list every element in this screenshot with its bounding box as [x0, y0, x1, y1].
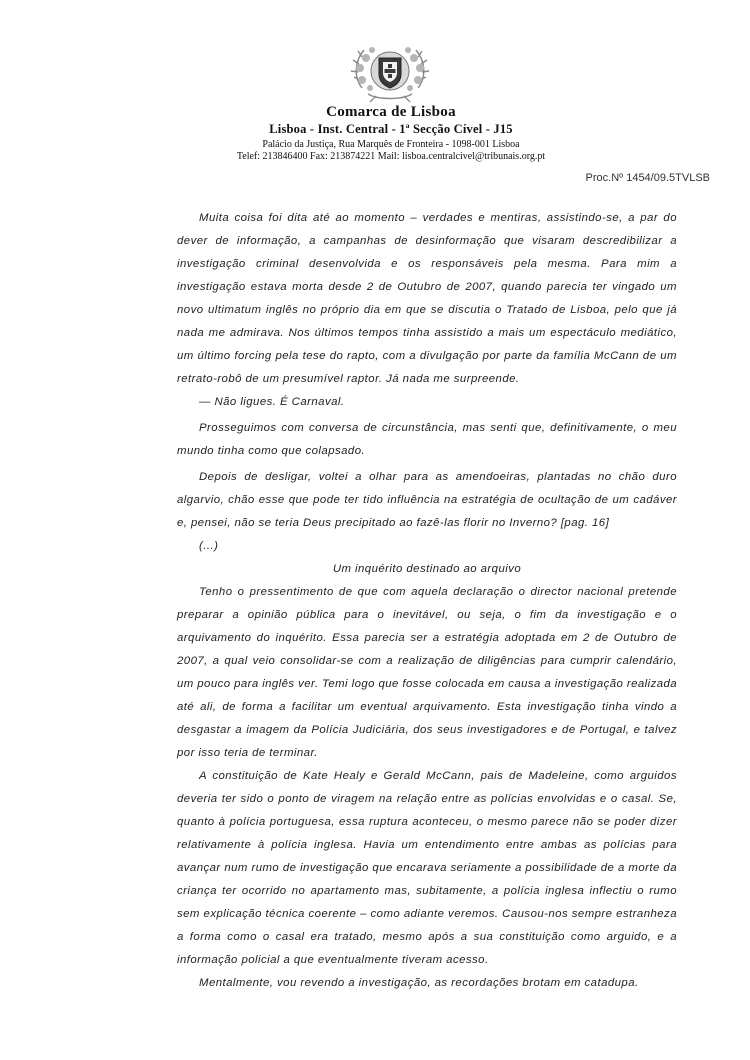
text-line: quanto à polícia portuguesa, essa ruptura aconteceu, o mesmo parece não se poder dizer [177, 816, 677, 828]
text-line: deveria ter sido o ponto de viragem na relação entre as polícias envolvidas e o casal. Se, [177, 793, 677, 805]
text-line: desgastar a imagem da Polícia Judiciária, dos seus investigadores e de Portugal, e talvez [177, 724, 677, 736]
coat-of-arms-emblem [348, 38, 432, 104]
text-line: Depois de desligar, voltei a olhar para as amendoeiras, plantadas no chão duro [199, 471, 677, 483]
paragraph [177, 972, 677, 995]
text-line: Prosseguimos com conversa de circunstância, mas senti que, definitivamente, o meu [199, 422, 677, 434]
paragraph [177, 207, 677, 391]
text-line: Muita coisa foi dita até ao momento – verdades e mentiras, assistindo-se, a par do [199, 212, 677, 224]
court-address: Palácio da Justiça, Rua Marquês de Fronteira - 1098-001 Lisboa [262, 139, 520, 150]
paragraph [177, 535, 677, 558]
paragraph [177, 765, 677, 972]
paragraph [177, 581, 677, 765]
paragraph [177, 417, 677, 463]
paragraph [177, 391, 677, 414]
text-line: retrato-robô de um presumível raptor. Já nada me surpreende. [177, 373, 520, 385]
text-line: 2007, a qual veio consolidar-se com a realização de diligências para cumprir calendário, [177, 655, 677, 667]
court-section: Lisboa - Inst. Central - 1ª Secção Cível - J15 [269, 122, 513, 136]
text-line: Mentalmente, vou revendo a investigação, as recordações brotam em catadupa. [199, 977, 639, 989]
court-name: Comarca de Lisboa [326, 104, 456, 120]
text-line: por isso teria de terminar. [177, 747, 318, 759]
text-line: novo ultimatum inglês no próprio dia em que se discutia o Tratado de Lisboa, pelo que já [177, 304, 677, 316]
section-heading: Um inquérito destinado ao arquivo [332, 563, 522, 575]
ellipsis-line: (...) [199, 540, 219, 552]
text-line: Tenho o pressentimento de que com aquela declaração o director nacional pretende [199, 586, 677, 598]
text-line: mundo tinha como que colapsado. [177, 445, 366, 457]
text-line: criança ter ocorrido no apartamento mas, subitamente, a polícia inglesa inflectiu o rumo [177, 885, 677, 897]
text-line: dever de informação, a campanhas de desinformação que visaram descredibilizar a [177, 235, 677, 247]
text-line: A constituição de Kate Healy e Gerald McCann, pais de Madeleine, como arguidos [199, 770, 677, 782]
text-line: e, pensei, não se teria Deus precipitado ao fazê-las florir no Inverno? [pag. 16] [177, 517, 610, 529]
dialogue-line: — Não ligues. É Carnaval. [199, 396, 345, 408]
document-body [177, 207, 677, 995]
text-line: arquivamento do inquérito. Essa parecia ser a estratégia adoptada em 2 de Outubro de [177, 632, 677, 644]
text-line: preparar a opinião pública para o inevitável, ou seja, o fim da investigação e o [177, 609, 677, 621]
text-line: um pouco para inglês ver. Temi logo que fosse colocada em causa a investigação realizada [177, 678, 677, 690]
paragraph [177, 466, 677, 535]
text-line: avançar num rumo de investigação que encarava seriamente a possibilidade de a morte da [177, 862, 677, 874]
text-line: nada me admirava. Nos últimos tempos tinha assistido a mais um espectáculo mediático, [177, 327, 677, 339]
text-line: investigação criminal desenvolvida e os responsáveis pela mesma. Para mim a [177, 258, 677, 270]
text-line: sem explicação técnica coerente – como adiante veremos. Causou-nos sempre estranheza [177, 908, 677, 920]
text-line: a forma como o casal era tratado, mesmo após a sua constituição como arguido, e a [177, 931, 677, 943]
court-contact: Telef: 213846400 Fax: 213874221 Mail: lisboa.centralcivel@tribunais.org.pt [236, 151, 546, 162]
text-line: um último forcing pela tese do rapto, com a divulgação por parte da família McCann de um [177, 350, 677, 362]
text-line: informação policial a que eventualmente tiveram acesso. [177, 954, 489, 966]
text-line: relativamente à polícia inglesa. Havia um entendimento entre ambas as polícias para [177, 839, 677, 851]
paragraph [177, 558, 677, 581]
text-line: algarvio, chão esse que pode ter tido influência na estratégia de ocultação de um cadáver [177, 494, 677, 506]
text-line: até ali, de forma a facilitar um eventual arquivamento. Esta investigação tinha vindo a [177, 701, 677, 713]
process-number: Proc.Nº 1454/09.5TVLSB [585, 172, 710, 184]
text-line: investigação estava morta desde 2 de Outubro de 2007, quando parecia ter vingado um [177, 281, 677, 293]
